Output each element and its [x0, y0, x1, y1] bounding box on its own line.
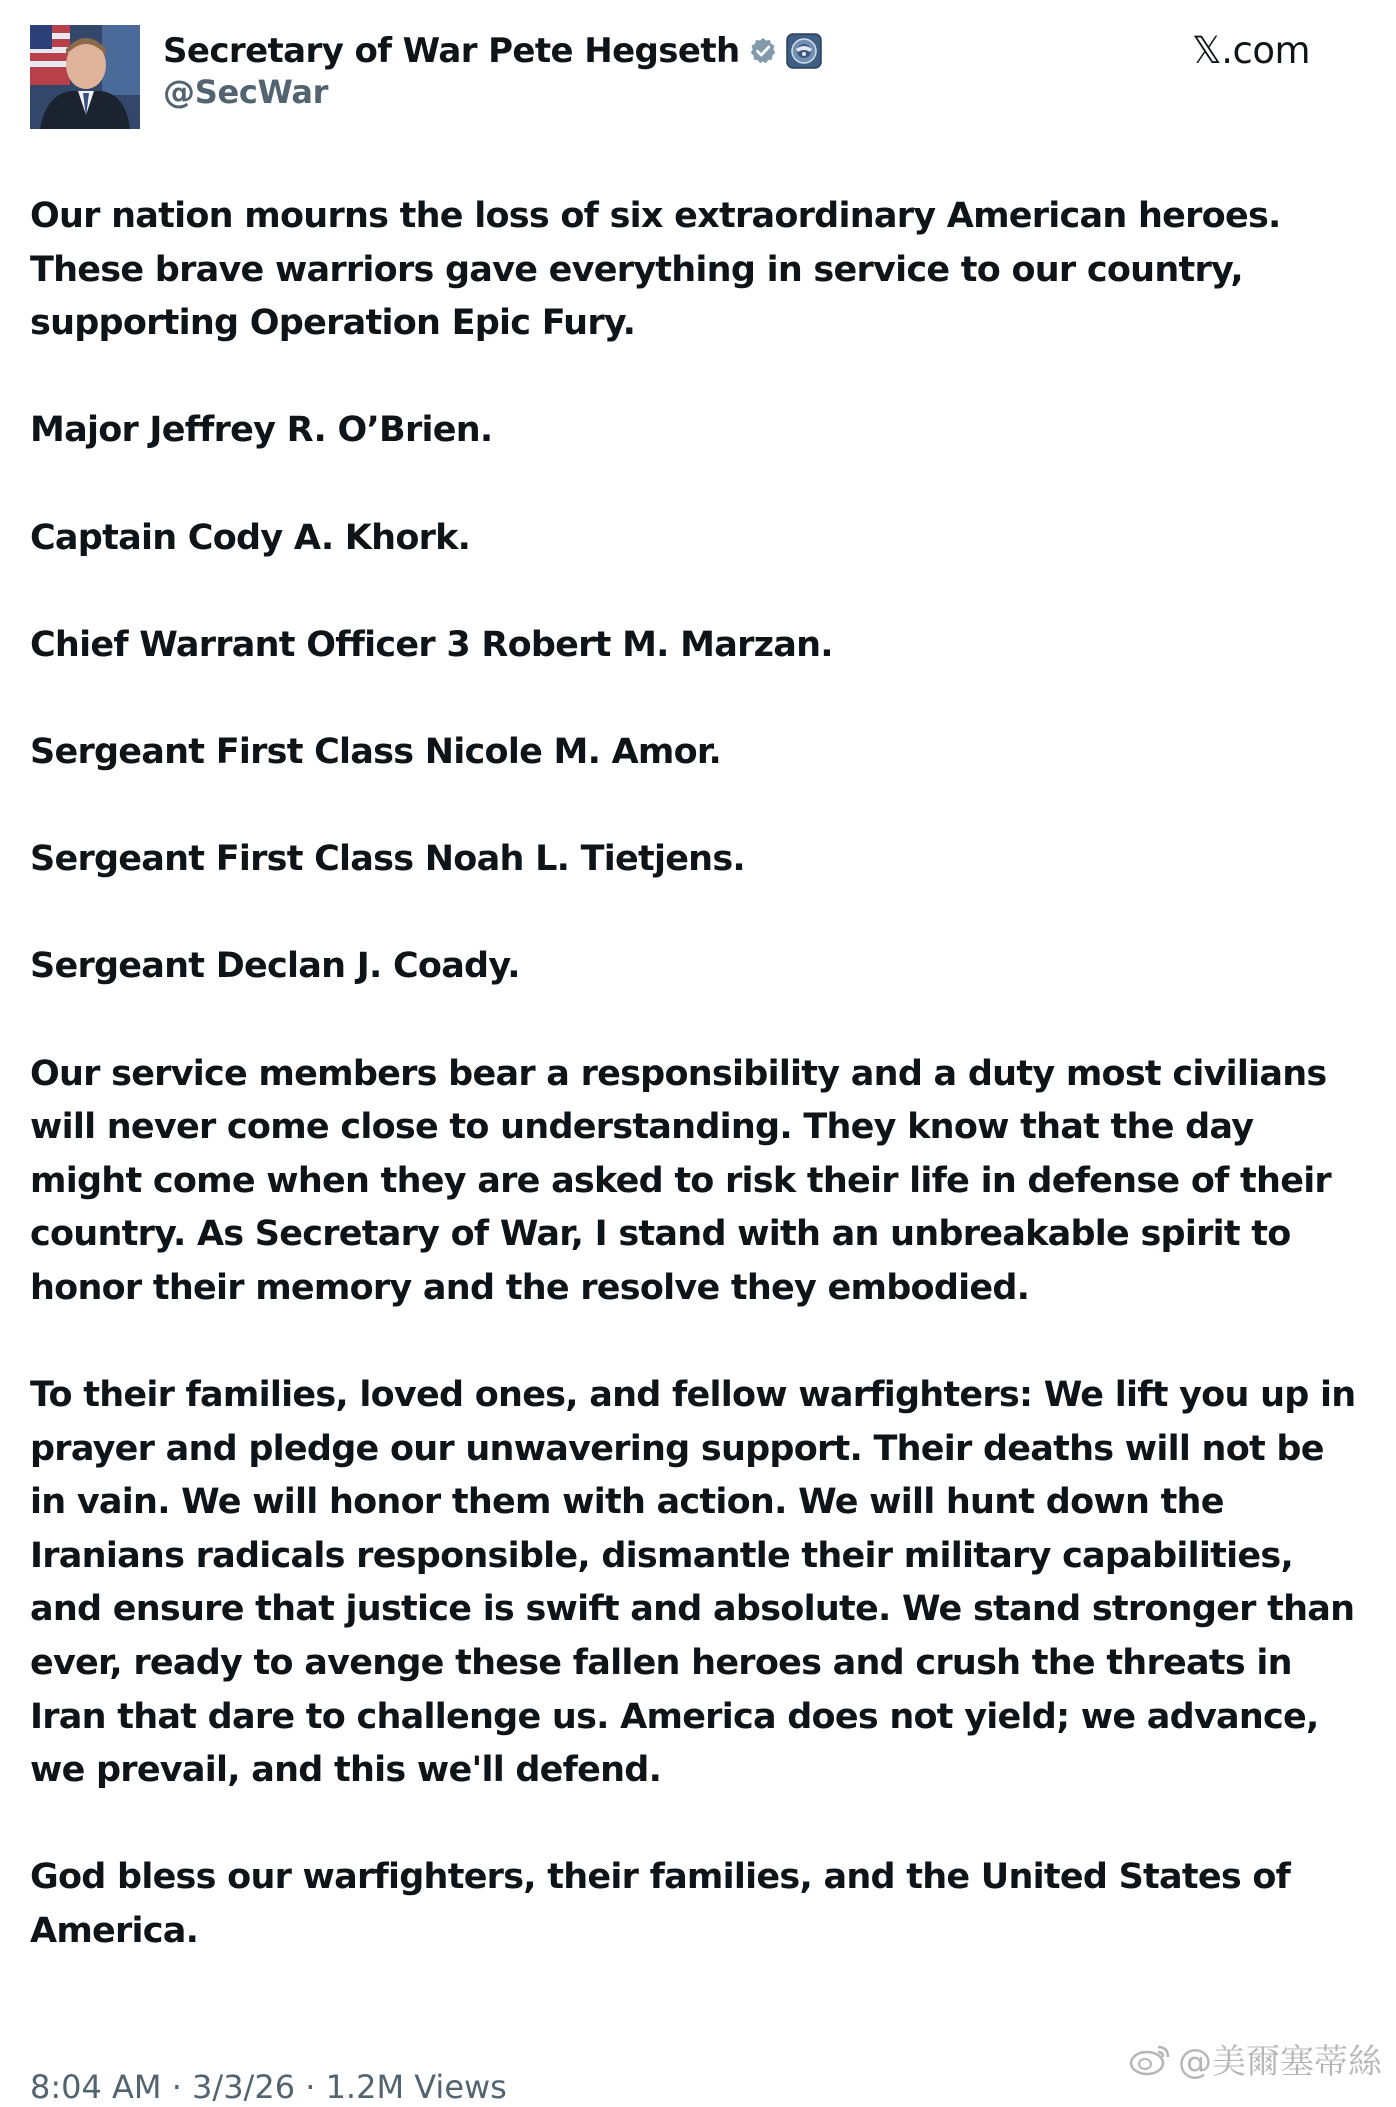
post-paragraph-name: Major Jeffrey R. O’Brien. — [30, 410, 493, 451]
verified-badge-icon[interactable] — [748, 36, 778, 66]
watermark-text: @美爾塞蒂絲 — [1178, 2042, 1382, 2082]
author-display-name[interactable]: Secretary of War Pete Hegseth — [163, 31, 740, 71]
post-header — [30, 25, 1340, 129]
avatar[interactable] — [30, 25, 140, 129]
author-identity — [163, 29, 822, 111]
post-paragraph-name: Captain Cody A. Khork. — [30, 517, 471, 558]
department-seal-icon[interactable] — [786, 33, 822, 69]
weibo-icon — [1128, 2041, 1172, 2077]
site-label: 𝕏.com — [1191, 29, 1310, 72]
post-paragraph-name: Sergeant First Class Noah L. Tietjens. — [30, 839, 745, 880]
author-name-row — [163, 29, 822, 73]
post-body — [30, 190, 1360, 2012]
post-paragraph-families: To their families, loved ones, and fellow warfighters: We lift you up in prayer and pledge our unwavering support. Their deaths will not be in vain. We will honor them with action. We will hunt down the Iranians radicals responsible, dismantle their military capabilities, and ensure that justice is swift and absolute. We stand stronger than ever, ready to avenge these fallen heroes and crush the threats in Iran that dare to challenge us. America does not yield; we advance, we prevail, and this we'll defend. — [30, 1375, 1356, 1791]
author-handle[interactable]: @SecWar — [163, 73, 329, 111]
avatar-portrait-icon — [30, 25, 140, 129]
post-paragraph-name: Chief Warrant Officer 3 Robert M. Marzan. — [30, 624, 833, 665]
post-paragraph-name: Sergeant First Class Nicole M. Amor. — [30, 731, 721, 772]
post-timestamp-text: 8:04 AM · 3/3/26 · 1.2M Views — [30, 2068, 507, 2106]
post-paragraph-name: Sergeant Declan J. Coady. — [30, 946, 520, 987]
post-paragraph-duty: Our service members bear a responsibility and a duty most civilians will never come close to understanding. They know that the day might come when they are asked to risk their life in defense of their country. As Secretary of War, I stand with an unbreakable spirit to honor their memory and the resolve they embodied. — [30, 1053, 1331, 1308]
post-paragraph-blessing: God bless our warfighters, their families, and the United States of America. — [30, 1857, 1291, 1951]
watermark — [1128, 2034, 1382, 2083]
post-timestamp[interactable] — [30, 2067, 507, 2106]
post-paragraph-intro: Our nation mourns the loss of six extraordinary American heroes. These brave warriors gave everything in service to our country, supporting Operation Epic Fury. — [30, 196, 1281, 344]
